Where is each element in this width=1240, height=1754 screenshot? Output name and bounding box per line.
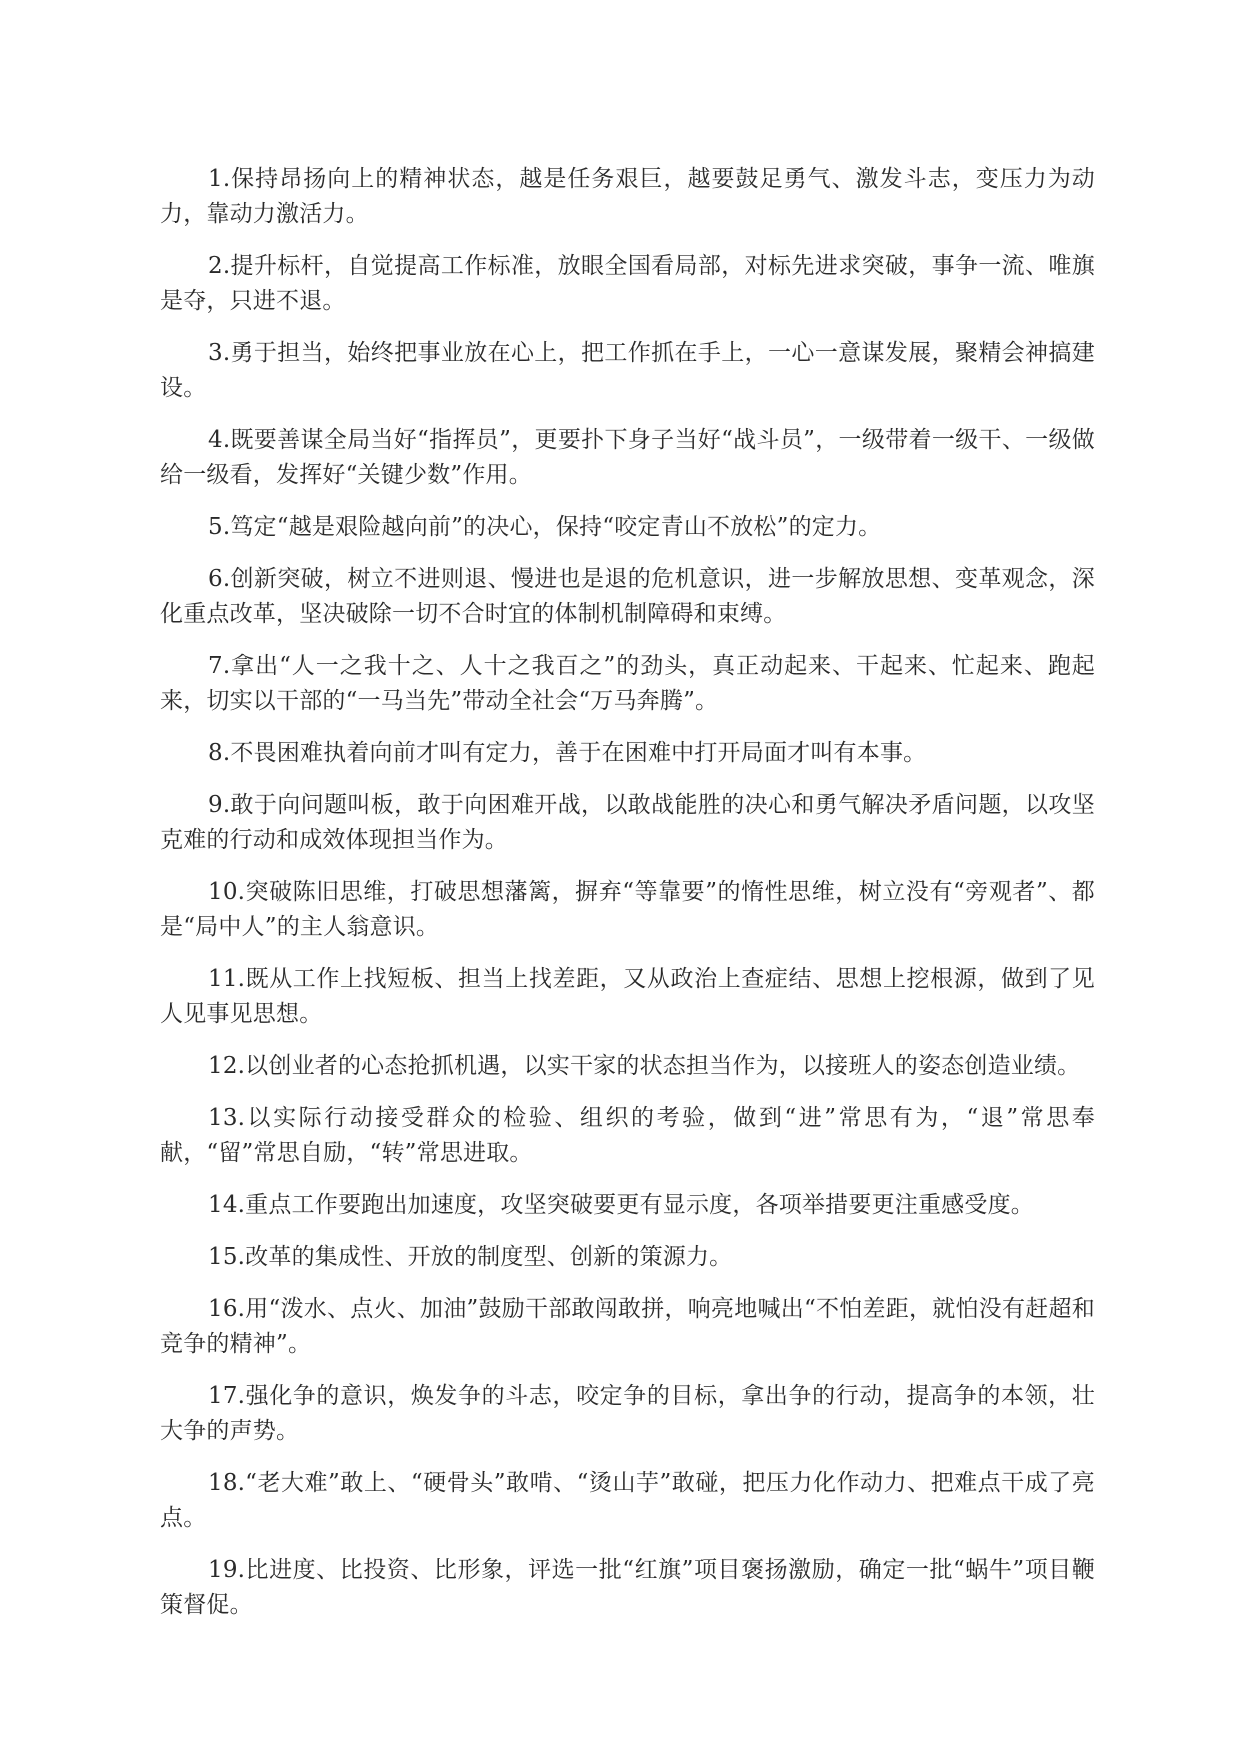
paragraph-4: 4.既要善谋全局当好“指挥员”，更要扑下身子当好“战斗员”，一级带着一级干、一级做给一级看，发挥好“关键少数”作用。 <box>160 427 1095 488</box>
paragraph-3: 3.勇于担当，始终把事业放在心上，把工作抓在手上，一心一意谋发展，聚精会神搞建设。 <box>160 340 1095 401</box>
paragraph-5: 5.笃定“越是艰险越向前”的决心，保持“咬定青山不放松”的定力。 <box>208 514 882 540</box>
paragraph-8: 8.不畏困难执着向前才叫有定力，善于在困难中打开局面才叫有本事。 <box>208 740 927 766</box>
paragraph-14: 14.重点工作要跑出加速度，攻坚突破要更有显示度，各项举措要更注重感受度。 <box>208 1192 1034 1218</box>
paragraph-18: 18.“老大难”敢上、“硬骨头”敢啃、“烫山芋”敢碰，把压力化作动力、把难点干成了亮点。 <box>160 1470 1095 1531</box>
paragraph-1: 1.保持昂扬向上的精神状态，越是任务艰巨，越要鼓足勇气、激发斗志，变压力为动力，靠动力激活力。 <box>160 166 1095 227</box>
paragraph-2: 2.提升标杆，自觉提高工作标准，放眼全国看局部，对标先进求突破，事争一流、唯旗是夺，只进不退。 <box>160 253 1095 314</box>
paragraph-11: 11.既从工作上找短板、担当上找差距，又从政治上查症结、思想上挖根源，做到了见人见事见思想。 <box>160 966 1095 1027</box>
document-body <box>160 162 1095 1640</box>
paragraph-6: 6.创新突破，树立不进则退、慢进也是退的危机意识，进一步解放思想、变革观念，深化重点改革，坚决破除一切不合时宜的体制机制障碍和束缚。 <box>160 566 1095 627</box>
paragraph-16: 16.用“泼水、点火、加油”鼓励干部敢闯敢拼，响亮地喊出“不怕差距，就怕没有赶超和竞争的精神”。 <box>160 1296 1095 1357</box>
paragraph-13: 13.以实际行动接受群众的检验、组织的考验，做到“进”常思有为，“退”常思奉献，“留”常思自励，“转”常思进取。 <box>160 1105 1095 1166</box>
paragraph-12: 12.以创业者的心态抢抓机遇，以实干家的状态担当作为，以接班人的姿态创造业绩。 <box>208 1053 1081 1079</box>
paragraph-10: 10.突破陈旧思维，打破思想藩篱，摒弃“等靠要”的惰性思维，树立没有“旁观者”、都是“局中人”的主人翁意识。 <box>160 879 1095 940</box>
paragraph-17: 17.强化争的意识，焕发争的斗志，咬定争的目标，拿出争的行动，提高争的本领，壮大争的声势。 <box>160 1383 1095 1444</box>
paragraph-7: 7.拿出“人一之我十之、人十之我百之”的劲头，真正动起来、干起来、忙起来、跑起来，切实以干部的“一马当先”带动全社会“万马奔腾”。 <box>160 653 1095 714</box>
paragraph-9: 9.敢于向问题叫板，敢于向困难开战，以敢战能胜的决心和勇气解决矛盾问题，以攻坚克难的行动和成效体现担当作为。 <box>160 792 1095 853</box>
paragraph-15: 15.改革的集成性、开放的制度型、创新的策源力。 <box>208 1244 733 1270</box>
paragraph-19: 19.比进度、比投资、比形象，评选一批“红旗”项目褒扬激励，确定一批“蜗牛”项目鞭策督促。 <box>160 1557 1095 1618</box>
